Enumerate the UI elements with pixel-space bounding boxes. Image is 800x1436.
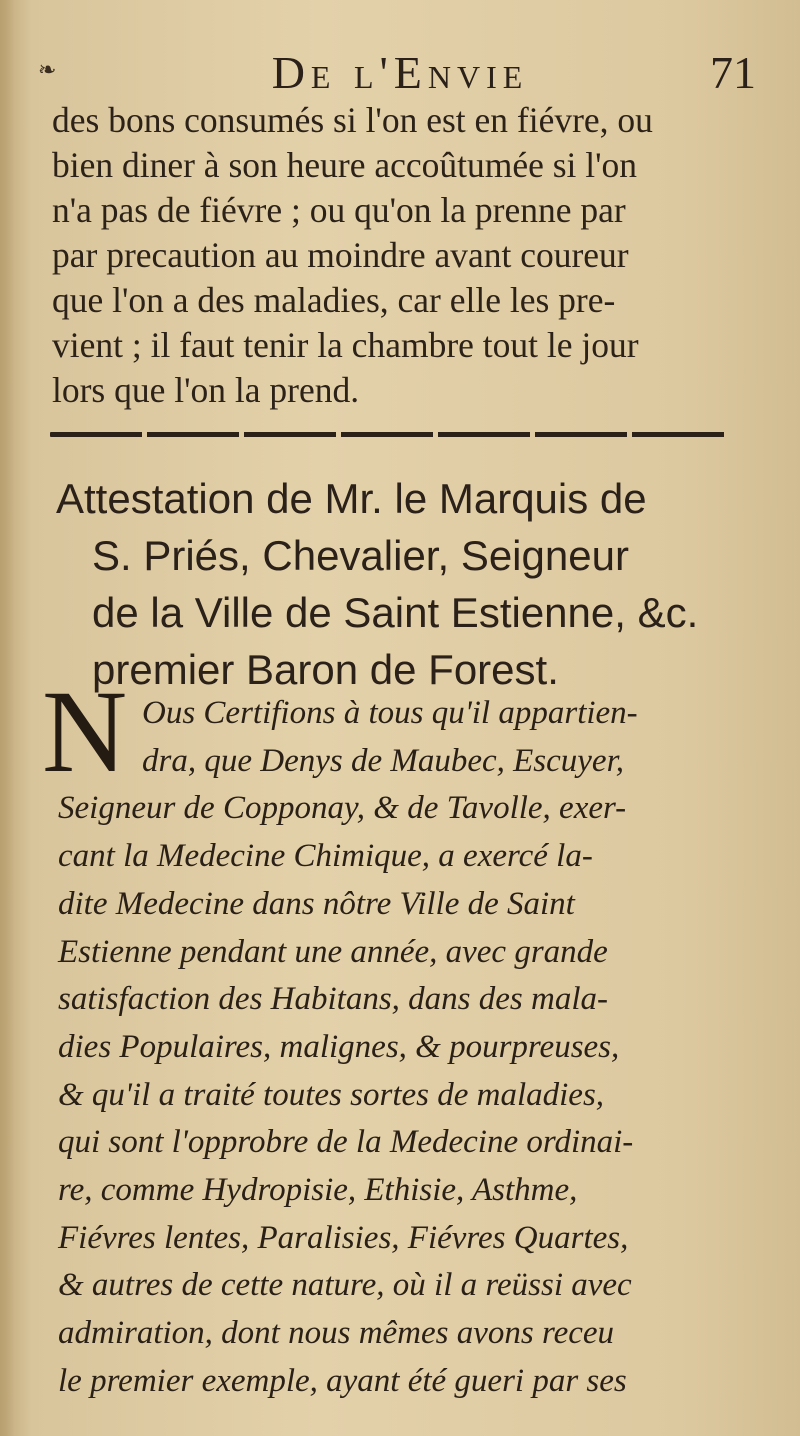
- body-line: Ous Certifions à tous qu'il appartien-: [142, 695, 638, 731]
- body-line: admiration, dont nous mêmes avons receu: [58, 1315, 615, 1352]
- body-line: dies Populaires, malignes, & pourpreuses,: [58, 1028, 620, 1065]
- section-heading: [56, 470, 776, 698]
- text-line: bien diner à son heure accoûtumée si l'on: [52, 145, 638, 185]
- drop-cap: N: [42, 666, 128, 797]
- body-line: Seigneur de Copponay, & de Tavolle, exer-: [58, 790, 627, 827]
- body-line: Fiévres lentes, Paralisies, Fiévres Quartes,: [58, 1219, 629, 1256]
- body-line: & qu'il a traité toutes sortes de maladies,: [58, 1076, 605, 1113]
- body-line: dra, que Denys de Maubec, Escuyer,: [142, 742, 625, 779]
- running-head: [0, 46, 800, 106]
- continued-text: [52, 98, 772, 413]
- body-line: & autres de cette nature, où il a reüssi avec: [58, 1267, 632, 1304]
- margin-mark: ❧: [38, 58, 57, 83]
- body-line: dite Medecine dans nôtre Ville de Saint: [58, 885, 575, 922]
- text-line: par precaution au moindre avant coureur: [52, 235, 629, 275]
- heading-line: de la Ville de Saint Estienne, &c.: [92, 589, 699, 636]
- heading-line: Attestation de Mr. le Marquis de: [56, 475, 647, 522]
- body-line: qui sont l'opprobre de la Medecine ordinai-: [58, 1124, 634, 1161]
- body-line: Estienne pendant une année, avec grande: [58, 933, 608, 970]
- text-line: que l'on a des maladies, car elle les pre-: [52, 280, 616, 320]
- heading-line: S. Priés, Chevalier, Seigneur: [92, 532, 629, 579]
- heading-line: premier Baron de Forest.: [92, 646, 559, 693]
- text-line: n'a pas de fiévre ; ou qu'on la prenne par: [52, 190, 626, 230]
- page-number: 71: [710, 47, 756, 98]
- running-head-title: De l'Envie: [271, 47, 529, 98]
- body-line: le premier exemple, ayant été gueri par ses: [58, 1362, 627, 1399]
- body-line: satisfaction des Habitans, dans des mala-: [58, 981, 608, 1018]
- text-line: lors que l'on la prend.: [52, 370, 360, 410]
- body-line: re, comme Hydropisie, Ethisie, Asthme,: [58, 1172, 578, 1209]
- text-line: vient ; il faut tenir la chambre tout le jour: [52, 325, 639, 365]
- body-line: cant la Medecine Chimique, a exercé la-: [58, 838, 593, 875]
- text-line: des bons consumés si l'on est en fiévre, ou: [52, 100, 653, 140]
- section-divider: [50, 432, 726, 437]
- attestation-body: [58, 690, 772, 1406]
